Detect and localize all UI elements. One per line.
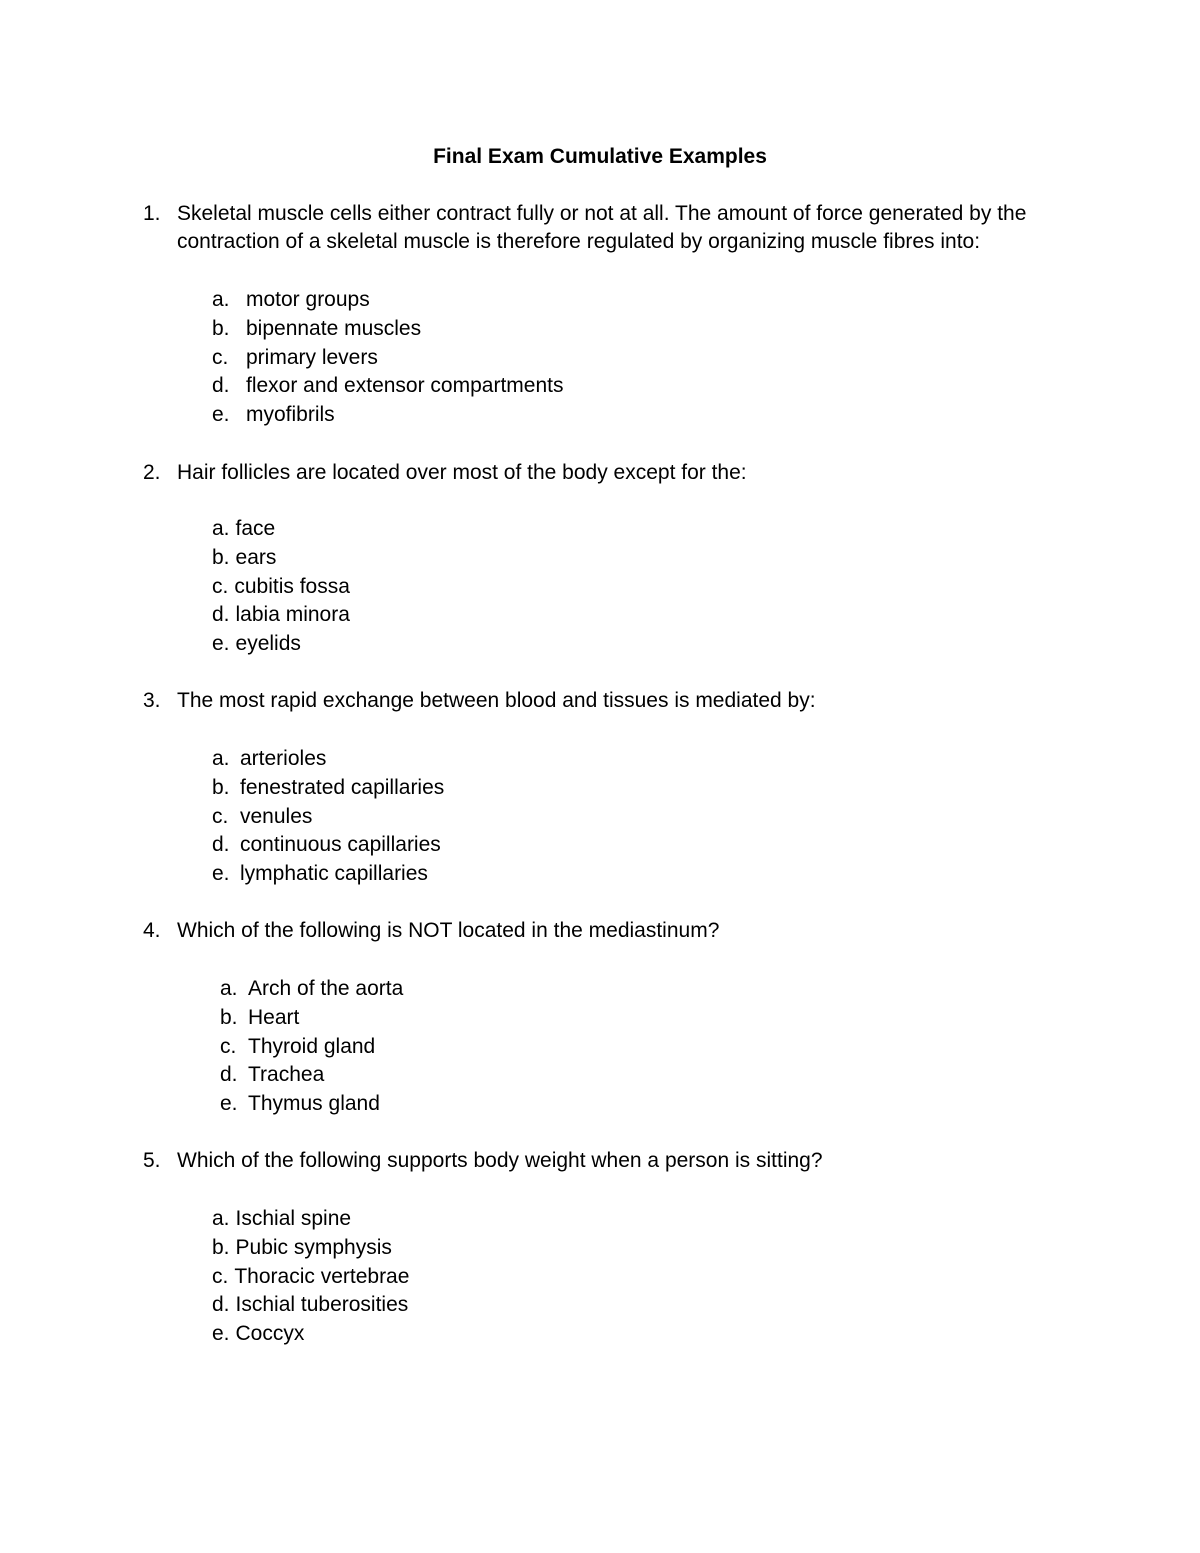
question-4 xyxy=(143,917,1073,1116)
choice-text: bipennate muscles xyxy=(246,316,422,340)
choice-letter: c. xyxy=(212,804,229,828)
answer-choice xyxy=(220,1061,403,1090)
choice-letter: d. xyxy=(220,1063,238,1087)
question-2 xyxy=(143,459,1073,656)
choice-letter: d. xyxy=(212,1293,230,1317)
answer-choice xyxy=(212,344,563,373)
choice-letter: a. xyxy=(220,977,238,1000)
choice-text: primary levers xyxy=(246,345,378,369)
choice-text: eyelids xyxy=(235,632,301,656)
choice-letter: d. xyxy=(212,603,230,627)
choice-text: Trachea xyxy=(248,1063,325,1087)
choice-text: face xyxy=(235,517,276,540)
choice-letter: d. xyxy=(212,833,230,857)
choice-letter: a. xyxy=(212,1207,230,1230)
answer-choice xyxy=(212,315,563,344)
choice-letter: e. xyxy=(212,1322,230,1346)
choice-letter: c. xyxy=(212,1264,229,1288)
question-stem xyxy=(143,200,1073,256)
answer-choice xyxy=(212,831,444,860)
answer-choice xyxy=(212,1291,409,1320)
choice-text: arterioles xyxy=(240,747,327,770)
answer-choice xyxy=(212,630,350,659)
choice-letter: c. xyxy=(220,1034,237,1058)
question-text: Which of the following is NOT located in the mediastinum? xyxy=(177,919,720,942)
choice-letter: c. xyxy=(212,345,229,369)
choice-letter: a. xyxy=(212,517,230,540)
answer-choice xyxy=(220,1033,403,1062)
choice-text: fenestrated capillaries xyxy=(240,775,445,799)
answer-choices xyxy=(212,1205,409,1349)
choice-letter: b. xyxy=(212,1235,230,1259)
answer-choice xyxy=(212,372,563,401)
choice-text: Thyroid gland xyxy=(248,1034,376,1058)
choice-text: labia minora xyxy=(235,603,350,627)
answer-choice xyxy=(212,544,350,573)
choice-text: motor groups xyxy=(246,288,370,311)
answer-choice xyxy=(212,401,563,430)
question-number: 1. xyxy=(143,202,161,225)
choice-letter: b. xyxy=(212,545,230,569)
question-text: Skeletal muscle cells either contract fully or not at all. The amount of force generated by the contraction of a skeletal muscle is therefore regulated by organizing muscle fibres into: xyxy=(177,202,1027,253)
choice-text: cubitis fossa xyxy=(234,574,350,598)
choice-letter: b. xyxy=(212,316,230,340)
question-number: 4. xyxy=(143,919,161,942)
choice-text: Arch of the aorta xyxy=(248,977,404,1000)
choice-text: ears xyxy=(235,545,277,569)
question-text: The most rapid exchange between blood and tissues is mediated by: xyxy=(177,689,816,712)
choice-text: Thoracic vertebrae xyxy=(234,1264,410,1288)
answer-choice xyxy=(212,745,444,774)
answer-choices xyxy=(212,745,444,889)
question-number: 3. xyxy=(143,689,161,712)
answer-choice xyxy=(212,601,350,630)
choice-letter: e. xyxy=(212,862,230,886)
choice-text: lymphatic capillaries xyxy=(240,862,428,886)
choice-text: venules xyxy=(240,804,313,828)
choice-letter: a. xyxy=(212,747,230,770)
choice-letter: a. xyxy=(212,288,230,311)
answer-choice xyxy=(212,860,444,889)
answer-choice xyxy=(212,1320,409,1349)
choice-letter: e. xyxy=(220,1092,238,1116)
choice-text: Ischial tuberosities xyxy=(235,1293,409,1317)
question-number: 5. xyxy=(143,1149,161,1172)
answer-choice xyxy=(212,774,444,803)
choice-letter: e. xyxy=(212,632,230,656)
answer-choice xyxy=(220,975,403,1004)
choice-text: Thymus gland xyxy=(248,1092,380,1116)
choice-letter: d. xyxy=(212,374,230,398)
choice-letter: c. xyxy=(212,574,229,598)
choice-text: Ischial spine xyxy=(235,1207,352,1230)
question-3 xyxy=(143,687,1073,886)
question-number: 2. xyxy=(143,461,161,484)
choice-letter: b. xyxy=(212,775,230,799)
page-title: Final Exam Cumulative Examples xyxy=(433,145,767,168)
choice-letter: b. xyxy=(220,1005,238,1029)
choice-text: Heart xyxy=(248,1005,300,1029)
question-1 xyxy=(143,200,1073,427)
answer-choice xyxy=(212,515,350,544)
answer-choice xyxy=(212,1234,409,1263)
choice-text: myofibrils xyxy=(246,403,335,427)
answer-choices xyxy=(220,975,403,1119)
choice-text: Pubic symphysis xyxy=(235,1235,392,1259)
choice-text: flexor and extensor compartments xyxy=(246,374,564,398)
choice-letter: e. xyxy=(212,403,230,427)
question-text: Which of the following supports body weight when a person is sitting? xyxy=(177,1149,823,1172)
answer-choice xyxy=(220,1090,403,1119)
question-text: Hair follicles are located over most of the body except for the: xyxy=(177,461,747,484)
choice-text: continuous capillaries xyxy=(240,833,441,857)
answer-choice xyxy=(212,573,350,602)
question-stem xyxy=(143,459,1073,487)
question-stem xyxy=(143,917,1073,945)
question-stem xyxy=(143,687,1073,715)
answer-choice xyxy=(212,1263,409,1292)
answer-choice xyxy=(212,1205,409,1234)
answer-choice xyxy=(220,1004,403,1033)
answer-choices xyxy=(212,286,563,430)
answer-choices xyxy=(212,515,350,659)
answer-choice xyxy=(212,286,563,315)
choice-text: Coccyx xyxy=(235,1322,305,1346)
question-5 xyxy=(143,1147,1073,1346)
question-stem xyxy=(143,1147,1073,1175)
answer-choice xyxy=(212,803,444,832)
